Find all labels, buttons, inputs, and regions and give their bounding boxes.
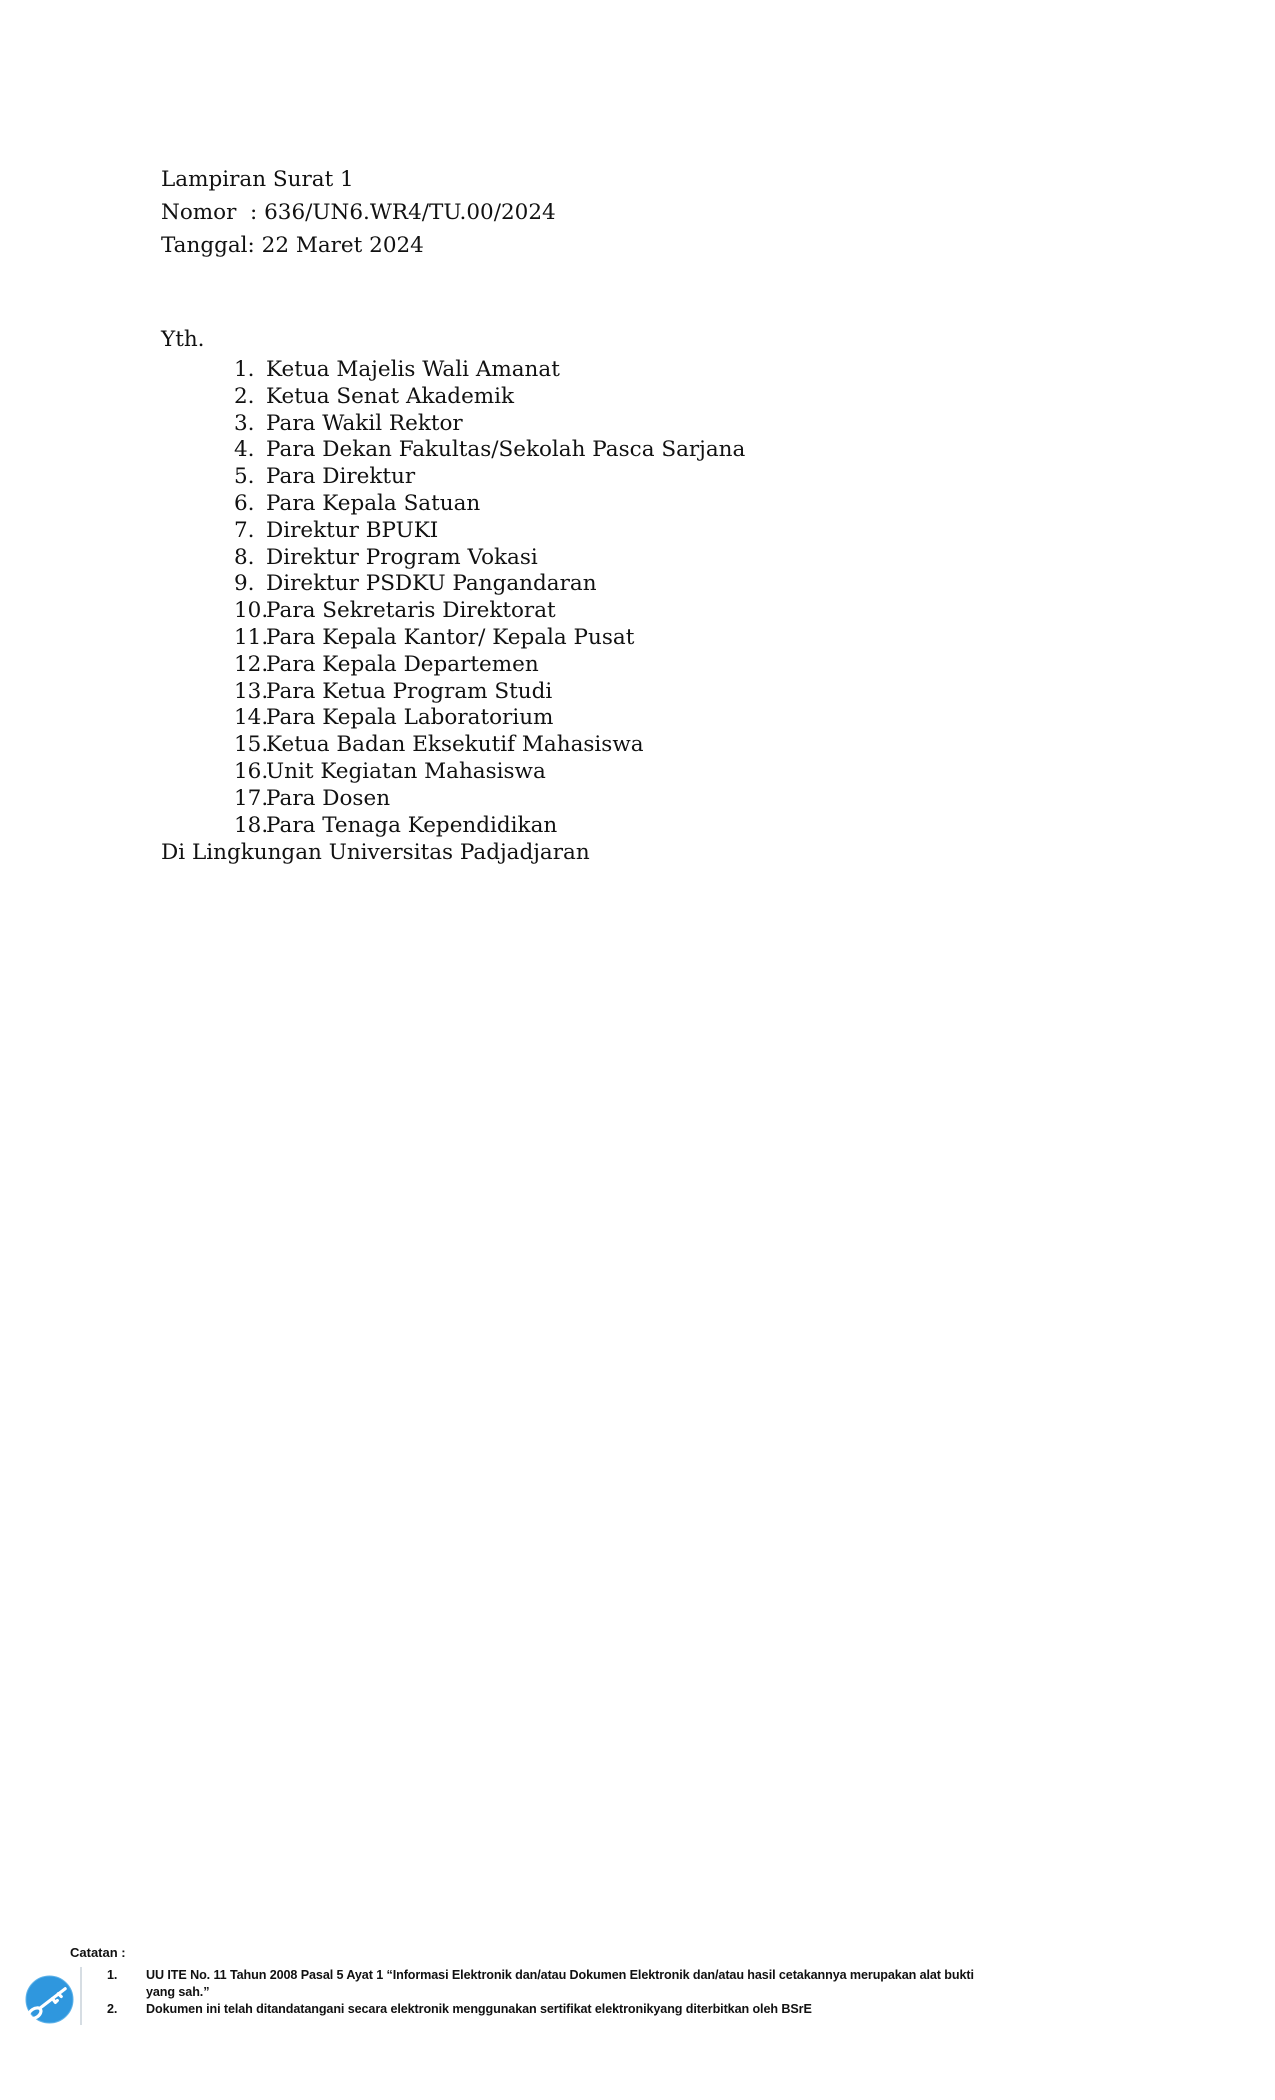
- item-text: Para Direktur: [266, 464, 416, 490]
- list-item: [234, 705, 745, 732]
- item-number: 5.: [234, 464, 255, 490]
- list-item: [234, 732, 745, 759]
- item-text: Para Kepala Laboratorium: [266, 705, 554, 731]
- attachment-title: Lampiran Surat 1: [161, 167, 354, 192]
- item-number: 6.: [234, 490, 255, 516]
- letter-header: [161, 163, 556, 262]
- notes-list: [107, 1967, 986, 2018]
- item-text: Direktur BPUKI: [266, 517, 439, 543]
- item-text: Unit Kegiatan Mahasiswa: [266, 758, 546, 784]
- item-text: Para Kepala Kantor/ Kepala Pusat: [266, 624, 635, 650]
- item-number: 9.: [234, 571, 255, 597]
- letter-number: Nomor : 636/UN6.WR4/TU.00/2024: [161, 200, 556, 225]
- list-item: [234, 759, 745, 786]
- item-text: Para Ketua Program Studi: [266, 678, 553, 704]
- list-item: [234, 411, 745, 438]
- item-text: Para Tenaga Kependidikan: [266, 812, 558, 838]
- item-text: Direktur PSDKU Pangandaran: [266, 571, 597, 597]
- item-text: Para Kepala Departemen: [266, 651, 539, 677]
- item-number: 18.: [234, 812, 269, 838]
- item-number: 17.: [234, 785, 269, 811]
- list-item: [234, 625, 745, 652]
- divider-line: [80, 1967, 82, 2025]
- item-text: Para Sekretaris Direktorat: [266, 598, 556, 624]
- list-item: [234, 652, 745, 679]
- item-text: Para Kepala Satuan: [266, 490, 481, 516]
- list-item: [234, 598, 745, 625]
- list-item: [234, 491, 745, 518]
- item-text: Direktur Program Vokasi: [266, 544, 538, 570]
- item-text: Para Dekan Fakultas/Sekolah Pasca Sarjana: [266, 437, 746, 463]
- item-text: Para Dosen: [266, 785, 391, 811]
- list-item: [234, 357, 745, 384]
- item-number: 16.: [234, 758, 269, 784]
- list-item: [234, 545, 745, 572]
- list-item: [234, 518, 745, 545]
- item-number: 11.: [234, 624, 269, 650]
- note-number: 2.: [107, 2002, 118, 2016]
- notes-label: Catatan :: [70, 1945, 126, 1960]
- closing-line: Di Lingkungan Universitas Padjadjaran: [161, 840, 590, 865]
- item-number: 12.: [234, 651, 269, 677]
- salutation: Yth.: [161, 327, 205, 352]
- list-item: [234, 679, 745, 706]
- item-number: 14.: [234, 705, 269, 731]
- item-text: Para Wakil Rektor: [266, 410, 463, 436]
- item-number: 3.: [234, 410, 255, 436]
- list-item: [234, 813, 745, 840]
- item-text: Ketua Senat Akademik: [266, 383, 515, 409]
- list-item: [234, 437, 745, 464]
- list-item: [234, 571, 745, 598]
- list-item: [234, 384, 745, 411]
- note-item: [107, 2001, 986, 2018]
- item-number: 15.: [234, 732, 269, 758]
- item-number: 8.: [234, 544, 255, 570]
- note-number: 1.: [107, 1968, 118, 1982]
- item-number: 7.: [234, 517, 255, 543]
- list-item: [234, 786, 745, 813]
- letter-date: Tanggal: 22 Maret 2024: [161, 233, 424, 258]
- bsre-key-seal-icon: [25, 1975, 74, 2024]
- note-text: UU ITE No. 11 Tahun 2008 Pasal 5 Ayat 1 “Informasi Elektronik dan/atau Dokumen Elektronik dan/atau hasil cetakannya merupakan alat bukti yang sah.”: [146, 1968, 974, 1999]
- item-number: 4.: [234, 437, 255, 463]
- note-item: [107, 1967, 986, 2001]
- item-text: Ketua Badan Eksekutif Mahasiswa: [266, 732, 644, 758]
- item-number: 2.: [234, 383, 255, 409]
- item-number: 13.: [234, 678, 269, 704]
- list-item: [234, 464, 745, 491]
- item-number: 10.: [234, 598, 269, 624]
- recipient-list: [234, 357, 745, 839]
- item-text: Ketua Majelis Wali Amanat: [266, 357, 560, 382]
- note-text: Dokumen ini telah ditandatangani secara elektronik menggunakan sertifikat elektronikyang diterbitkan oleh BSrE: [146, 2002, 812, 2016]
- item-number: 1.: [234, 357, 255, 382]
